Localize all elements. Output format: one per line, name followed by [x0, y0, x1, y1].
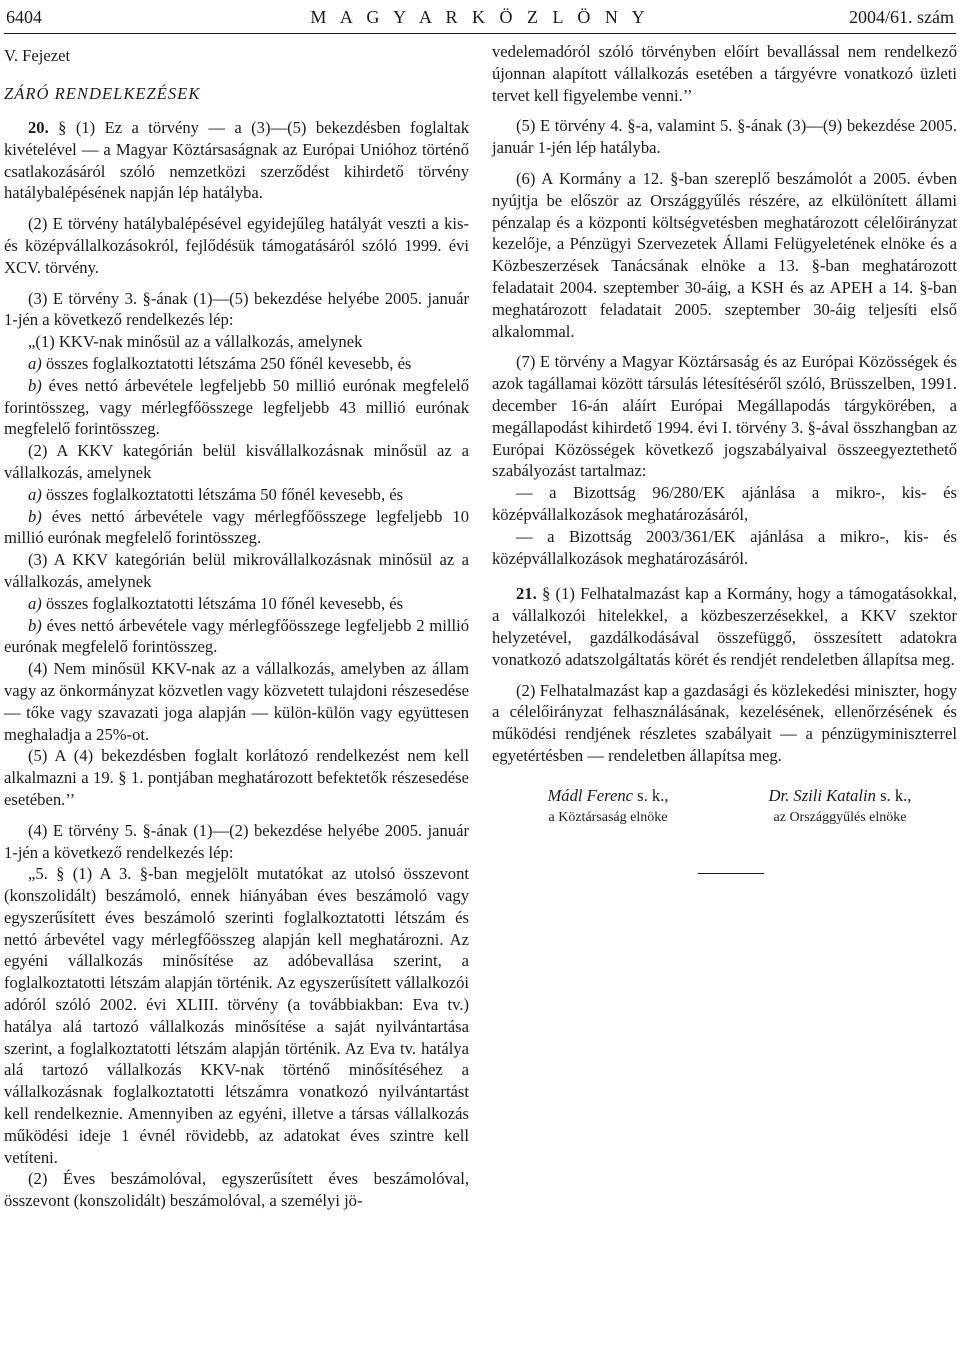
- section-21-paragraph-1: 21. § (1) Felhatalmazást kap a Kormány, hogy a támogatásokkal, a vállalkozói hitelekkel, a közbeszerzésekkel, a KKV szektor helyzetével, gazdálkodásával összefüggő, összesített adatokra vonatkozó adatszolgáltatás körét és rendjét rendeletben állapítsa meg.: [492, 584, 957, 669]
- page-header: [4, 2, 956, 30]
- page-number: 6404: [6, 7, 42, 27]
- quote-paragraph-4: (4) Nem minősül KKV-nak az a vállalkozás, amelyben az állam vagy az önkormányzat közvetlen vagy közvetett tulajdoni részesedése — tőke vagy szavazati joga alapján — külön-külön vagy együttesen meghaladja a 25%-ot.: [4, 659, 469, 744]
- section-20-paragraph-1: 20. § (1) Ez a törvény — a (3)—(5) bekezdésben foglaltak kivételével — a Magyar Köztársaságnak az Európai Unióhoz történő csatlakozásáról szóló nemzetközi szerződést kihirdető törvény hatálybalépésének napján lép hatályba.: [4, 118, 469, 203]
- signature-block: [492, 785, 957, 839]
- quote-item-3a: a) összes foglalkoztatotti létszáma 10 főnél kevesebb, és: [28, 593, 404, 613]
- chapter-title: ZÁRÓ RENDELKEZÉSEK: [4, 84, 201, 103]
- continued-text: vedelemadóról szóló törvényben előírt bevallással nem rendelkező újonnan alapított vállalkozás esetében a tárgyévre vonatkozó üzleti tervet kell figyelembe venni.’’: [492, 42, 957, 105]
- section-20-paragraph-2: (2) E törvény hatálybalépésével egyidejűleg hatályát veszti a kis- és középvállalkozásokról, fejlődésük támogatásáról szóló 1999. évi XCV. törvény.: [4, 214, 469, 277]
- section-21-paragraph-2: (2) Felhatalmazást kap a gazdasági és közlekedési miniszter, hogy a célelőirányzat felhasználásának, kezelésének, ellenőrzésének és működési rendjének részletes szabályait — a pénzügyminiszterrel egyetértésben — rendeletben állapítsa meg.: [492, 680, 957, 765]
- quote-item-1a: a) összes foglalkoztatotti létszáma 250 főnél kevesebb, és: [28, 353, 412, 373]
- issue-number: 2004/61. szám: [849, 7, 954, 27]
- left-column: [4, 41, 469, 1212]
- quote-item-2b: b) éves nettó árbevétele vagy mérlegfőösszege legfeljebb 10 millió eurónak megfelelő forintösszeg.: [4, 506, 469, 548]
- quote-item-1b: b) éves nettó árbevétele legfeljebb 50 millió eurónak megfelelő forintösszeg, vagy mérlegfőösszege legfeljebb 43 millió eurónak megfelelő forintösszeg.: [4, 375, 469, 439]
- quote-paragraph-2: (2) A KKV kategórián belül kisvállalkozásnak minősül az a vállalkozás, amelynek: [4, 441, 469, 482]
- quote-paragraph-1: „(1) KKV-nak minősül az a vállalkozás, amelynek: [28, 332, 363, 352]
- section-20-paragraph-5: (5) E törvény 4. §-a, valamint 5. §-ának (3)—(9) bekezdése 2005. január 1-jén lép hatályba.: [492, 116, 957, 158]
- quote-paragraph-5: (5) A (4) bekezdésben foglalt korlátozó rendelkezést nem kell alkalmazni a 19. § 1. pontjában meghatározott befektetők részesedése esetében.’’: [4, 746, 469, 809]
- header-divider: [4, 33, 956, 34]
- chapter-heading: V. Fejezet: [4, 46, 71, 65]
- publication-title: M A G Y A R K Ö Z L Ö N Y: [310, 7, 650, 27]
- right-column: [492, 41, 957, 839]
- end-divider: [698, 873, 764, 874]
- section-20-paragraph-4: (4) E törvény 5. §-ának (1)—(2) bekezdése helyébe 2005. január 1-jén a következő rendelkezés lép:: [4, 820, 469, 862]
- regulation-item-2: — a Bizottság 2003/361/EK ajánlása a mikro-, kis- és középvállalkozások meghatározásáról.: [492, 526, 957, 568]
- section-20-paragraph-7: (7) E törvény a Magyar Köztársaság és az Európai Közösségek és azok tagállamai között társulás létesítéséről szóló, Brüsszelben, 1991. december 16-án aláírt Európai Megállapodás tárgykörében, a megállapodást kihirdető 1994. évi I. törvény 3. §-ával összhangban az Európai Közösségek következő jogszabályaival összeegyeztethető szabályozást tartalmaz:: [492, 352, 957, 481]
- signatory-name: Mádl Ferenc: [547, 785, 634, 805]
- signatory-name: Dr. Szili Katalin: [768, 785, 876, 805]
- section-20-paragraph-3: (3) E törvény 3. §-ának (1)—(5) bekezdése helyébe 2005. január 1-jén a következő rendelkezés lép:: [4, 288, 469, 330]
- signatory-role: az Országgyűlés elnöke: [773, 809, 907, 825]
- quote-item-3b: b) éves nettó árbevétele vagy mérlegfőösszege legfeljebb 2 millió eurónak megfelelő forintösszeg.: [4, 615, 469, 657]
- section-20-paragraph-6: (6) A Kormány a 12. §-ban szereplő beszámolót a 2005. évben nyújtja be először az Országgyűlés részére, az elkülönített állami pénzalap és a központi költségvetésben meghatározott célelőirányzat kezelője, a Pénzügyi Szervezetek Állami Felügyeletének elnöke és a Közbeszerzések Tanácsának elnöke a 13. §-ban meghatározott feladatait 2004. szeptember 30-áig, a KSH és az APEH a 14. §-ban meghatározott feladatait 2005. szeptember 30-áig teljesíti első alkalommal.: [492, 168, 957, 341]
- quote-section-5-2: (2) Éves beszámolóval, egyszerűsített éves beszámolóval, összevont (konszolidált) beszámolóval, a személyi jö-: [4, 1169, 469, 1211]
- quote-paragraph-3: (3) A KKV kategórián belül mikrovállalkozásnak minősül az a vállalkozás, amelynek: [4, 550, 469, 591]
- signature-president: Mádl Ferenc s. k., a Köztársaság elnöke: [492, 785, 724, 829]
- section-number: 20.: [28, 118, 49, 137]
- quote-item-2a: a) összes foglalkoztatotti létszáma 50 főnél kevesebb, és: [28, 484, 404, 504]
- quote-section-5-1: „5. § (1) A 3. §-ban megjelölt mutatókat az utolsó összevont (konszolidált) beszámoló, ennek hiányában éves beszámoló vagy egyszerűsített éves beszámoló szerinti foglalkoztatotti létszám és nettó árbevétel vagy mérlegfőösszeg alapján kell meghatározni. Az egyéni vállalkozás minősítése az adóbevallása szerint, a foglalkoztatotti létszám alapján történik. Az egyszerűsített vállalkozói adóról szóló 2002. évi XLIII. törvény (a továbbiakban: Eva tv.) hatálya alá tartozó vállalkozás minősítése a saját nyilvántartása szerint, a foglalkoztatotti létszám alapján történik. Az Eva tv. hatálya alá tartozó vállalkozás KKV-nak történő minősítéséhez a vállalkozásnak foglalkoztatotti létszámra vonatkozó nyilvántartást kell rendelkeznie. Amennyiben az egyéni, illetve a társas vállalkozás működési ideje 1 évnél rövidebb, az adatokat éves szintre kell vetíteni.: [4, 864, 469, 1167]
- signatory-role: a Köztársaság elnöke: [548, 809, 668, 825]
- signature-speaker: Dr. Szili Katalin s. k., az Országgyűlés elnöke: [724, 785, 956, 829]
- regulation-item-1: — a Bizottság 96/280/EK ajánlása a mikro-, kis- és középvállalkozások meghatározásáról,: [492, 483, 957, 524]
- section-number: 21.: [516, 584, 537, 604]
